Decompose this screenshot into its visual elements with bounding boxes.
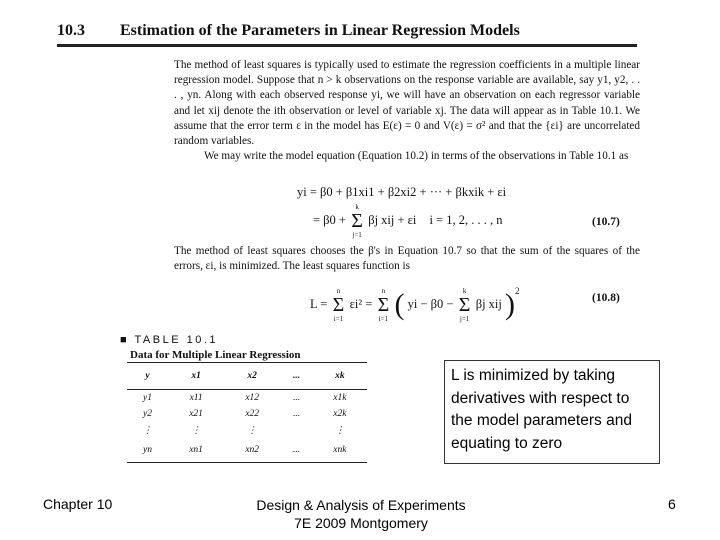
table-cell: xn2 bbox=[224, 438, 280, 463]
title-rule bbox=[57, 44, 637, 47]
paragraph-1-text: The method of least squares is typically used to estimate the regression coefficients in a multiple linear regression model. Suppose that n > k observations on the response variable are available, say y1, y2, . . . , yn. Along with each observed response yi, we will have an observation on each regressor variable and let xij denote the ith observation or level of variable xj. The data will appear as in Table 10.1. We assume that the error term ε in the model has E(ε) = 0 and V(ε) = σ² and that the {εi} are uncorrelated random variables. bbox=[174, 59, 640, 148]
table-cell: y1 bbox=[143, 393, 152, 403]
table-cell: ⋮ bbox=[247, 425, 257, 436]
sum-lower-limit: i=1 bbox=[378, 315, 389, 324]
eq-10-7-range: i = 1, 2, . . . , n bbox=[429, 212, 503, 227]
eq-10-7-term: βj xij + εi bbox=[368, 212, 417, 227]
left-paren: ( bbox=[394, 288, 405, 322]
table-cell bbox=[280, 422, 313, 438]
table-cell: xnk bbox=[313, 438, 367, 463]
table-cell: ⋮ bbox=[335, 425, 345, 436]
eq-10-8-lhs: L = bbox=[310, 297, 328, 311]
page-number: 6 bbox=[668, 496, 676, 512]
eq-10-8-term1: εi² = bbox=[349, 297, 373, 311]
table-row bbox=[127, 406, 367, 422]
sum-lower-limit: j=1 bbox=[459, 315, 470, 324]
table-cell: ... bbox=[280, 438, 313, 463]
footer-credit-line-2: 7E 2009 Montgomery bbox=[294, 515, 428, 531]
equation-10-7 bbox=[313, 203, 503, 239]
table-header-cell: xk bbox=[313, 363, 367, 390]
right-paren: ) bbox=[504, 288, 515, 322]
table-cell: x2k bbox=[333, 409, 347, 419]
footer-chapter: Chapter 10 bbox=[43, 496, 113, 512]
sum-lower-limit: j=1 bbox=[352, 231, 362, 239]
table-row bbox=[127, 422, 367, 438]
sum-upper-limit: n bbox=[336, 287, 341, 296]
equation-number-10-8: (10.8) bbox=[592, 292, 620, 304]
paragraph-1b-text: We may write the model equation (Equation 10.2) in terms of the observations in Table 10.1 as bbox=[204, 150, 629, 163]
eq-10-8-inner-a: yi − β0 − bbox=[407, 297, 454, 311]
body-paragraph-1 bbox=[174, 58, 640, 164]
data-table bbox=[127, 362, 367, 463]
body-paragraph-2: The method of least squares chooses the β's in Equation 10.7 so that the sum of the squares of the errors, εi, is minimized. The least squares function is bbox=[174, 245, 640, 273]
table-cell: ... bbox=[292, 409, 301, 419]
eq-10-8-power: 2 bbox=[514, 286, 520, 296]
table-header-cell: x2 bbox=[224, 363, 280, 390]
callout-note: L is minimized by taking derivatives with respect to the model parameters and equating to zero bbox=[444, 360, 660, 464]
table-row bbox=[127, 390, 367, 407]
sum-upper-limit: k bbox=[462, 287, 467, 296]
summation-symbol: Σ k j=1 bbox=[349, 212, 365, 230]
table-header-cell: ... bbox=[280, 363, 313, 390]
sum-upper-limit: k bbox=[355, 203, 359, 211]
table-header-row bbox=[127, 363, 367, 390]
summation-symbol: Σ k j=1 bbox=[457, 296, 473, 314]
section-number: 10.3 bbox=[57, 22, 85, 39]
table-cell: yn bbox=[127, 438, 168, 463]
sum-lower-limit: i=1 bbox=[333, 315, 344, 324]
table-cell: x11 bbox=[189, 393, 203, 403]
table-header-cell: y bbox=[127, 363, 168, 390]
equation-number-10-7: (10.7) bbox=[592, 216, 620, 228]
eq-10-7-lhs: = β0 + bbox=[313, 212, 346, 227]
table-cell: x12 bbox=[245, 393, 260, 403]
footer-credit bbox=[256, 496, 466, 532]
table-header-cell: x1 bbox=[168, 363, 224, 390]
table-row bbox=[127, 438, 367, 463]
table-cell: ⋮ bbox=[142, 425, 153, 436]
table-cell: x21 bbox=[189, 409, 203, 419]
eq-10-8-inner-b: βj xij bbox=[475, 297, 502, 311]
table-cell: ... bbox=[292, 393, 301, 403]
table-cell: ⋮ bbox=[191, 425, 201, 436]
table-cell: x22 bbox=[245, 409, 260, 419]
table-heading: ■ TABLE 10.1 bbox=[120, 334, 218, 346]
table-cell: y2 bbox=[143, 409, 152, 419]
footer-credit-line-1: Design & Analysis of Experiments bbox=[256, 497, 466, 513]
sum-upper-limit: n bbox=[381, 287, 386, 296]
equation-10-8 bbox=[310, 286, 519, 322]
table-subtitle: Data for Multiple Linear Regression bbox=[130, 349, 301, 361]
summation-symbol: Σ n i=1 bbox=[330, 296, 346, 314]
table-cell: xn1 bbox=[168, 438, 224, 463]
equation-model: yi = β0 + β1xi1 + β2xi2 + ··· + βkxik + εi bbox=[297, 185, 507, 199]
table-cell: x1k bbox=[333, 393, 347, 403]
summation-symbol: Σ n i=1 bbox=[375, 296, 391, 314]
section-title: Estimation of the Parameters in Linear Regression Models bbox=[120, 22, 520, 39]
